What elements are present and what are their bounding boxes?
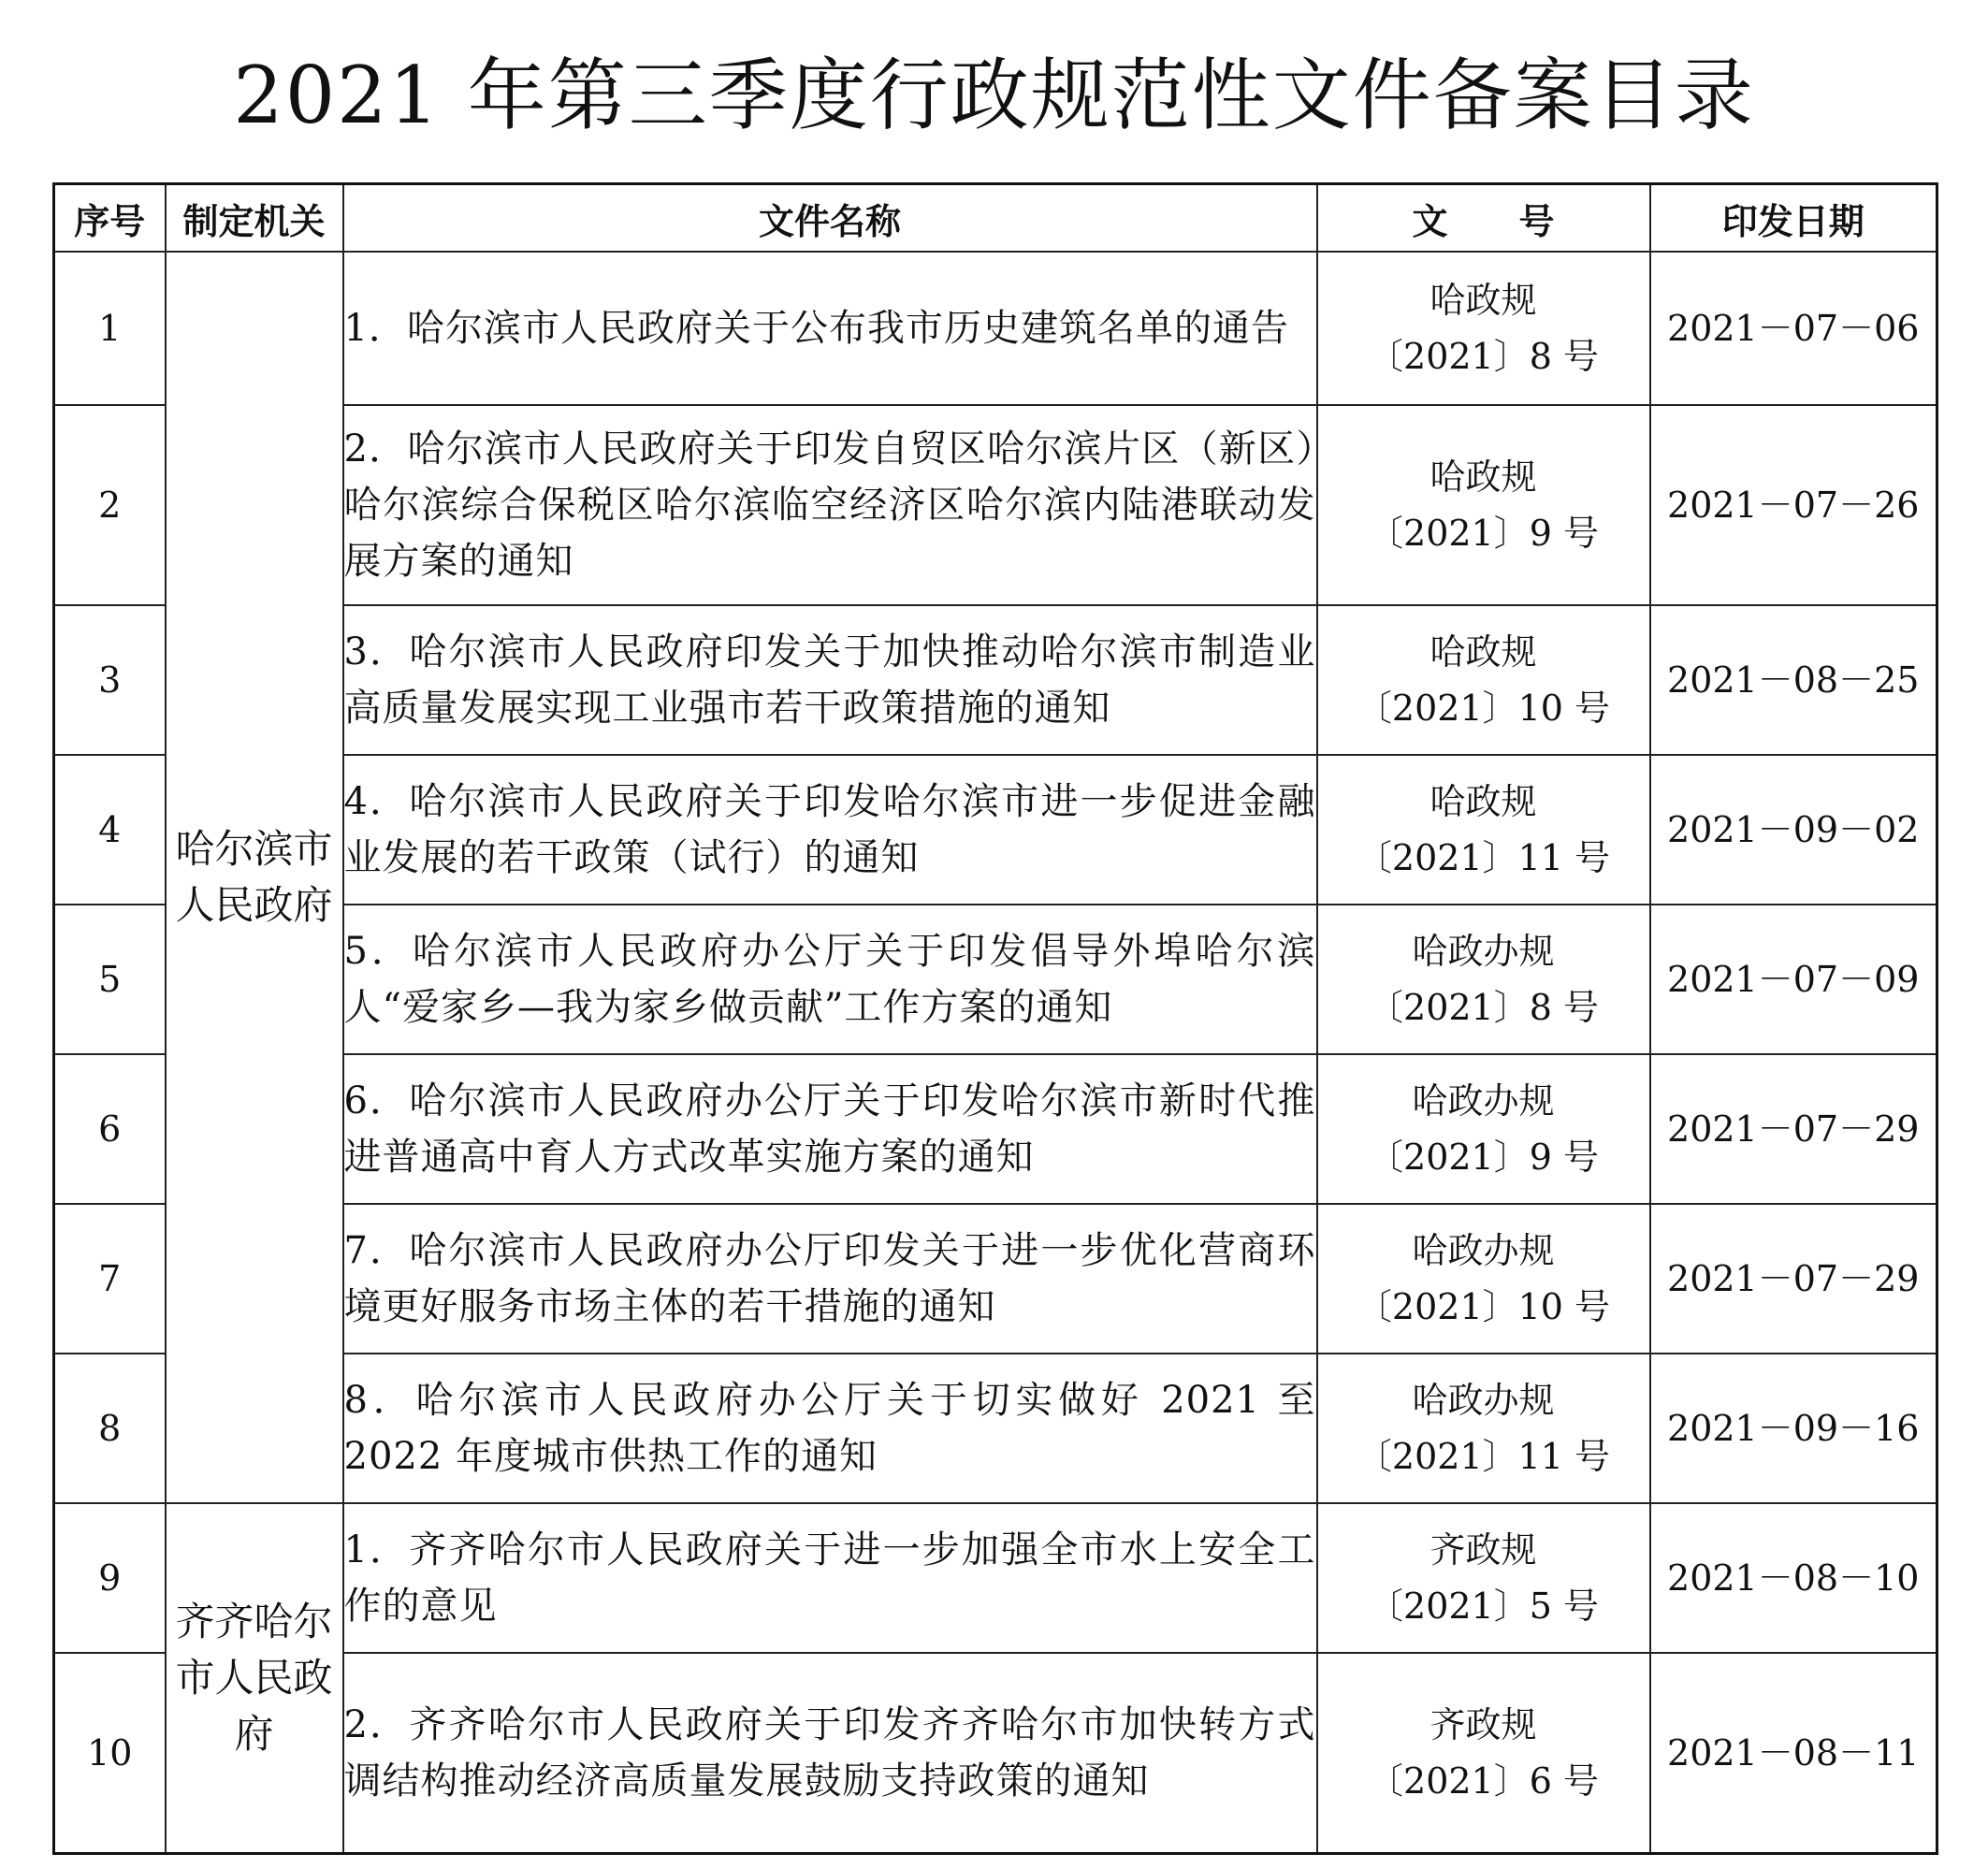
issue-date: 2021－08－10 xyxy=(1650,1503,1937,1653)
issue-date: 2021－08－11 xyxy=(1650,1653,1937,1853)
row-index: 3 xyxy=(54,605,166,755)
row-index: 5 xyxy=(54,905,166,1054)
issue-date: 2021－08－25 xyxy=(1650,605,1937,755)
issue-date: 2021－07－06 xyxy=(1650,252,1937,405)
doc-number-serial: 〔2021〕5 号 xyxy=(1368,1586,1599,1627)
table-row xyxy=(54,1503,1937,1653)
doc-number-prefix: 哈政办规 xyxy=(1412,1230,1555,1271)
header-doc-number: 文 号 xyxy=(1317,184,1650,253)
doc-number xyxy=(1317,405,1650,605)
doc-number-prefix: 齐政规 xyxy=(1429,1703,1537,1745)
doc-number-prefix: 哈政办规 xyxy=(1412,931,1555,972)
doc-number-prefix: 齐政规 xyxy=(1429,1529,1537,1571)
doc-title: 2．哈尔滨市人民政府关于印发自贸区哈尔滨片区（新区）哈尔滨综合保税区哈尔滨临空经济区哈尔滨内陆港联动发展方案的通知 xyxy=(343,405,1317,605)
agency-cell: 齐齐哈尔市人民政府 xyxy=(166,1503,343,1853)
row-index: 7 xyxy=(54,1204,166,1354)
row-index: 6 xyxy=(54,1054,166,1204)
doc-number-serial: 〔2021〕9 号 xyxy=(1368,1137,1599,1178)
header-row xyxy=(54,184,1937,253)
doc-title: 5．哈尔滨市人民政府办公厅关于印发倡导外埠哈尔滨人“爱家乡—我为家乡做贡献”工作方案的通知 xyxy=(343,905,1317,1054)
filing-table xyxy=(52,182,1938,1855)
header-index: 序号 xyxy=(54,184,166,253)
issue-date: 2021－07－09 xyxy=(1650,905,1937,1054)
doc-number xyxy=(1317,1653,1650,1853)
doc-title: 8．哈尔滨市人民政府办公厅关于切实做好 2021 至 2022 年度城市供热工作的通知 xyxy=(343,1354,1317,1503)
doc-number-serial: 〔2021〕10 号 xyxy=(1356,688,1611,729)
doc-number-prefix: 哈政规 xyxy=(1429,781,1537,822)
header-issue-date: 印发日期 xyxy=(1650,184,1937,253)
doc-number xyxy=(1317,905,1650,1054)
row-index: 8 xyxy=(54,1354,166,1503)
doc-title: 2．齐齐哈尔市人民政府关于印发齐齐哈尔市加快转方式调结构推动经济高质量发展鼓励支持政策的通知 xyxy=(343,1653,1317,1853)
issue-date: 2021－09－02 xyxy=(1650,755,1937,905)
issue-date: 2021－07－26 xyxy=(1650,405,1937,605)
header-agency: 制定机关 xyxy=(166,184,343,253)
doc-title: 1．齐齐哈尔市人民政府关于进一步加强全市水上安全工作的意见 xyxy=(343,1503,1317,1653)
row-index: 4 xyxy=(54,755,166,905)
doc-number-serial: 〔2021〕10 号 xyxy=(1356,1286,1611,1327)
issue-date: 2021－07－29 xyxy=(1650,1204,1937,1354)
doc-number-serial: 〔2021〕11 号 xyxy=(1356,1436,1611,1477)
doc-number xyxy=(1317,1204,1650,1354)
page-title: 2021 年第三季度行政规范性文件备案目录 xyxy=(233,50,1755,141)
doc-number xyxy=(1317,1503,1650,1653)
doc-number-serial: 〔2021〕8 号 xyxy=(1368,336,1599,377)
row-index: 2 xyxy=(54,405,166,605)
doc-title: 1．哈尔滨市人民政府关于公布我市历史建筑名单的通告 xyxy=(343,252,1317,405)
doc-title: 3．哈尔滨市人民政府印发关于加快推动哈尔滨市制造业高质量发展实现工业强市若干政策措施的通知 xyxy=(343,605,1317,755)
table-row xyxy=(54,252,1937,405)
doc-number-prefix: 哈政办规 xyxy=(1412,1080,1555,1122)
doc-number-prefix: 哈政规 xyxy=(1429,631,1537,673)
issue-date: 2021－07－29 xyxy=(1650,1054,1937,1204)
row-index: 10 xyxy=(54,1653,166,1853)
header-doc-title: 文件名称 xyxy=(343,184,1317,253)
doc-number-prefix: 哈政规 xyxy=(1429,456,1537,498)
doc-number-prefix: 哈政规 xyxy=(1429,280,1537,321)
doc-number xyxy=(1317,605,1650,755)
doc-number-serial: 〔2021〕6 号 xyxy=(1368,1759,1599,1802)
row-index: 9 xyxy=(54,1503,166,1653)
doc-number xyxy=(1317,755,1650,905)
doc-number xyxy=(1317,252,1650,405)
issue-date: 2021－09－16 xyxy=(1650,1354,1937,1503)
doc-number xyxy=(1317,1354,1650,1503)
agency-cell: 哈尔滨市人民政府 xyxy=(166,252,343,1503)
doc-title: 7．哈尔滨市人民政府办公厅印发关于进一步优化营商环境更好服务市场主体的若干措施的通知 xyxy=(343,1204,1317,1354)
row-index: 1 xyxy=(54,252,166,405)
doc-number-serial: 〔2021〕8 号 xyxy=(1368,987,1599,1028)
doc-title: 6．哈尔滨市人民政府办公厅关于印发哈尔滨市新时代推进普通高中育人方式改革实施方案的通知 xyxy=(343,1054,1317,1204)
doc-title: 4．哈尔滨市人民政府关于印发哈尔滨市进一步促进金融业发展的若干政策（试行）的通知 xyxy=(343,755,1317,905)
doc-number-serial: 〔2021〕9 号 xyxy=(1368,513,1599,554)
doc-number-prefix: 哈政办规 xyxy=(1412,1380,1555,1421)
doc-number xyxy=(1317,1054,1650,1204)
doc-number-serial: 〔2021〕11 号 xyxy=(1356,837,1611,878)
